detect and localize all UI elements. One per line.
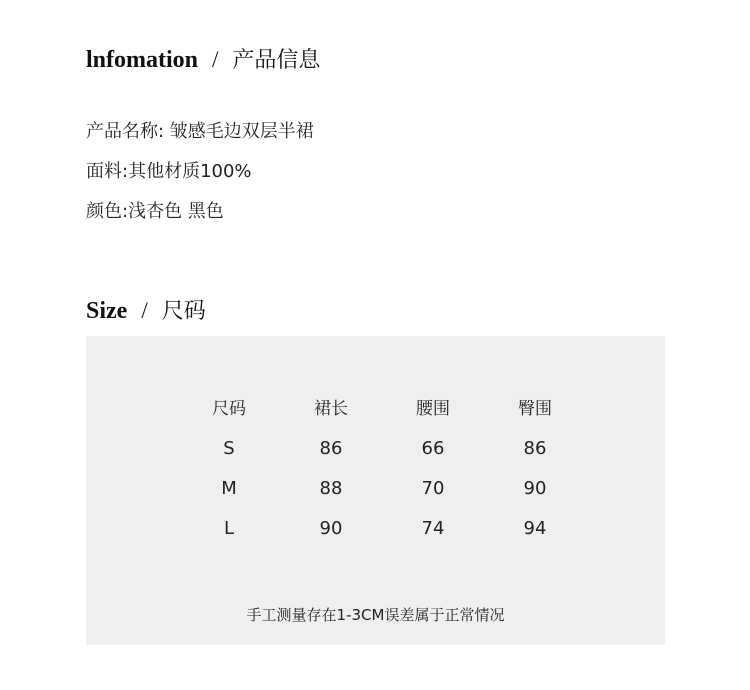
skirt-length-value: 90 xyxy=(319,518,343,539)
product-name-line: 产品名称: 皱感毛边双层半裙 xyxy=(86,121,314,142)
table-row xyxy=(178,475,586,515)
size-table-header xyxy=(178,395,586,435)
skirt-length-value: 86 xyxy=(319,438,343,459)
size-title-en: Size xyxy=(86,298,128,324)
table-row xyxy=(178,515,586,555)
measurement-note: 手工测量存在1-3CM误差属于正常情况 xyxy=(246,606,505,624)
header-waist: 腰围 xyxy=(416,399,450,419)
size-label: S xyxy=(223,438,235,459)
color-line: 颜色:浅杏色 黑色 xyxy=(86,201,224,222)
size-label: L xyxy=(223,518,235,539)
skirt-length-value: 88 xyxy=(319,478,343,499)
waist-value: 66 xyxy=(421,438,445,459)
info-title-en: lnfomation xyxy=(86,47,199,73)
header-hip: 臀围 xyxy=(518,399,552,419)
size-section-title xyxy=(86,294,206,325)
fabric-line: 面料:其他材质100% xyxy=(86,161,252,182)
size-title-zh: 尺码 xyxy=(161,299,206,324)
hip-value: 86 xyxy=(523,438,547,459)
info-title-zh: 产品信息 xyxy=(232,48,321,73)
header-skirt-length: 裙长 xyxy=(314,399,348,419)
info-title-separator: / xyxy=(212,47,219,72)
table-row xyxy=(178,435,586,475)
waist-value: 70 xyxy=(421,478,445,499)
product-info-list xyxy=(86,119,314,239)
size-table xyxy=(178,395,586,555)
size-label: M xyxy=(221,478,237,499)
hip-value: 94 xyxy=(523,518,547,539)
size-title-separator: / xyxy=(141,298,148,323)
header-size: 尺码 xyxy=(212,399,246,419)
info-section-title xyxy=(86,43,320,74)
hip-value: 90 xyxy=(523,478,547,499)
waist-value: 74 xyxy=(421,518,445,539)
